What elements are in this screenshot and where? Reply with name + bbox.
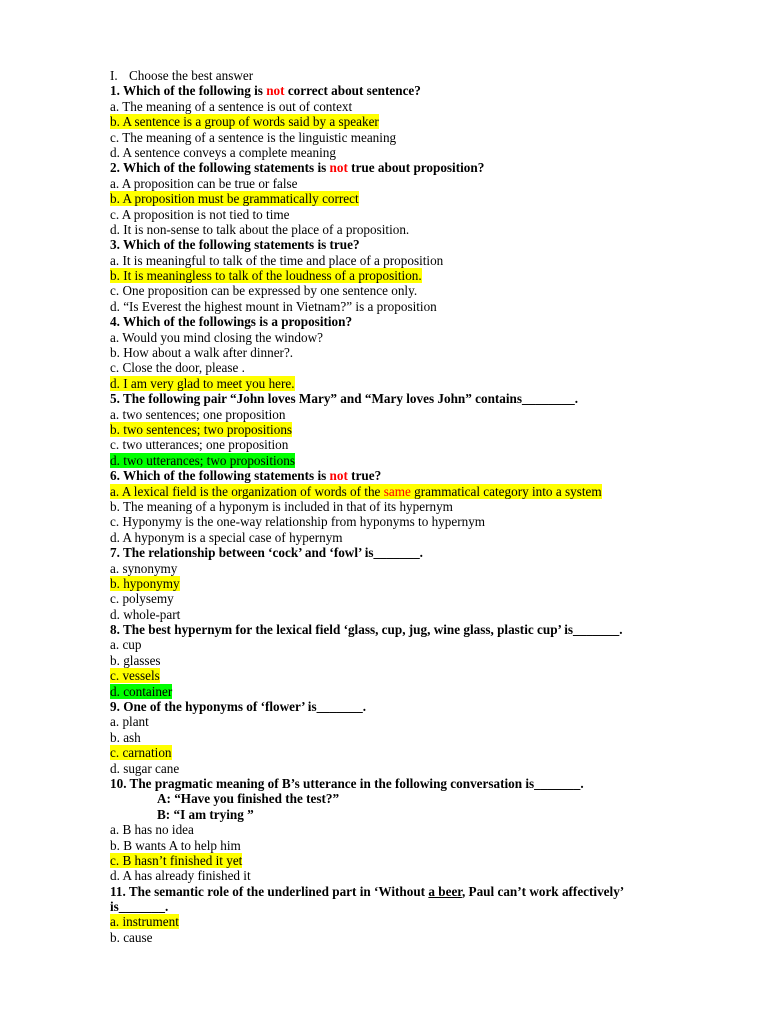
- question-5-option-a: a. two sentences; one proposition: [110, 406, 286, 422]
- question-4-option-d: [110, 376, 730, 391]
- question-1-text: 1. Which of the following is: [110, 83, 267, 99]
- question-3-option-b: [110, 268, 730, 283]
- question-10: 10. The pragmatic meaning of B’s utterance in the following conversation is_______.: [110, 775, 584, 791]
- question-5-option-b: [110, 422, 730, 437]
- question-2-option-c: c. A proposition is not tied to time: [110, 206, 290, 222]
- question-3-option-c: c. One proposition can be expressed by one sentence only.: [110, 283, 418, 299]
- question-1-option-b: [110, 114, 730, 129]
- dialogue-line-b: B: “I am trying ”: [157, 806, 254, 822]
- question-8-option-a: a. cup: [110, 637, 142, 653]
- question-2: 2. Which of the following statements is not true about proposition?: [110, 160, 485, 176]
- answer-highlight: b. A proposition must be grammatically correct: [110, 191, 359, 207]
- question-1-option-a: a. The meaning of a sentence is out of context: [110, 98, 353, 114]
- question-4: 4. Which of the followings is a proposition?: [110, 314, 353, 330]
- question-2-emphasis: not: [329, 160, 348, 176]
- underlined-phrase: a beer: [428, 883, 462, 899]
- question-1-text-end: correct about sentence?: [284, 83, 421, 99]
- question-7-option-a: a. synonymy: [110, 560, 178, 576]
- answer-highlight: d. I am very glad to meet you here.: [110, 375, 295, 391]
- question-3-option-a: a. It is meaningful to talk of the time and place of a proposition: [110, 252, 444, 268]
- answer-highlight-green: d. container: [110, 683, 173, 699]
- dialogue-line-a: A: “Have you finished the test?”: [157, 791, 340, 807]
- question-5-option-d: [110, 453, 730, 468]
- option-emphasis: same: [383, 483, 411, 499]
- question-10-option-a: a. B has no idea: [110, 822, 194, 838]
- question-6-option-d: d. A hyponym is a special case of hypernym: [110, 529, 343, 545]
- question-5-option-c: c. two utterances; one proposition: [110, 437, 289, 453]
- question-1-option-c: c. The meaning of a sentence is the linguistic meaning: [110, 129, 397, 145]
- question-11: 11. The semantic role of the underlined part in ‘Without a beer, Paul can’t work affectively’: [110, 883, 625, 899]
- question-10-option-d: d. A has already finished it: [110, 868, 251, 884]
- question-10-option-b: b. B wants A to help him: [110, 837, 241, 853]
- question-6: 6. Which of the following statements is not true?: [110, 468, 382, 484]
- question-9-option-b: b. ash: [110, 729, 141, 745]
- question-9-option-a: a. plant: [110, 714, 149, 730]
- section-number: I.: [110, 68, 118, 83]
- answer-highlight: a. instrument: [110, 914, 179, 930]
- question-11-option-b: b. cause: [110, 929, 153, 945]
- question-4-option-c: c. Close the door, please .: [110, 360, 245, 376]
- question-2-option-d: d. It is non-sense to talk about the place of a proposition.: [110, 221, 410, 237]
- question-6-option-a: [110, 484, 730, 499]
- question-7-option-b: [110, 576, 730, 591]
- question-6-emphasis: not: [329, 468, 348, 484]
- answer-highlight: c. B hasn’t finished it yet: [110, 852, 243, 868]
- question-8: 8. The best hypernym for the lexical field ‘glass, cup, jug, wine glass, plastic cup’ is_______.: [110, 622, 623, 638]
- answer-highlight: c. carnation: [110, 745, 172, 761]
- question-2-option-b: [110, 191, 730, 206]
- question-7: 7. The relationship between ‘cock’ and ‘fowl’ is_______.: [110, 545, 423, 561]
- question-1-option-d: d. A sentence conveys a complete meaning: [110, 144, 336, 160]
- exam-page: [110, 68, 730, 945]
- section-heading: [110, 68, 730, 83]
- question-7-option-d: d. whole-part: [110, 606, 181, 622]
- answer-highlight: b. hyponymy: [110, 575, 180, 591]
- question-11-option-a: [110, 914, 730, 929]
- question-4-option-b: b. How about a walk after dinner?.: [110, 345, 294, 361]
- section-title: Choose the best answer: [129, 68, 254, 83]
- question-6-option-b: b. The meaning of a hyponym is included in that of its hypernym: [110, 498, 453, 514]
- answer-highlight: a. A lexical field is the organization of words of the same grammatical category into a system: [110, 483, 602, 499]
- question-9: 9. One of the hyponyms of ‘flower’ is_______.: [110, 699, 367, 715]
- answer-highlight: c. vessels: [110, 668, 160, 684]
- answer-highlight-green: d. two utterances; two propositions: [110, 452, 295, 468]
- question-8-option-c: [110, 668, 730, 683]
- question-2-option-a: a. A proposition can be true or false: [110, 175, 298, 191]
- question-4-option-a: a. Would you mind closing the window?: [110, 329, 323, 345]
- question-1-emphasis: not: [266, 83, 285, 99]
- answer-highlight: b. A sentence is a group of words said by a speaker: [110, 114, 379, 130]
- question-1: [110, 83, 730, 98]
- question-6-option-c: c. Hyponymy is the one-way relationship from hyponyms to hypernym: [110, 514, 486, 530]
- answer-highlight: b. two sentences; two propositions: [110, 421, 293, 437]
- question-3-option-d: d. “Is Everest the highest mount in Vietnam?” is a proposition: [110, 298, 437, 314]
- question-10-option-c: [110, 853, 730, 868]
- question-9-option-d: d. sugar cane: [110, 760, 180, 776]
- question-8-option-b: b. glasses: [110, 652, 161, 668]
- question-8-option-d: [110, 684, 730, 699]
- question-3: 3. Which of the following statements is true?: [110, 237, 360, 253]
- question-7-option-c: c. polysemy: [110, 591, 174, 607]
- answer-highlight: b. It is meaningless to talk of the loudness of a proposition.: [110, 268, 422, 284]
- question-11-continuation: is_______.: [110, 899, 169, 915]
- question-5: 5. The following pair “John loves Mary” and “Mary loves John” contains________.: [110, 391, 579, 407]
- question-9-option-c: [110, 745, 730, 760]
